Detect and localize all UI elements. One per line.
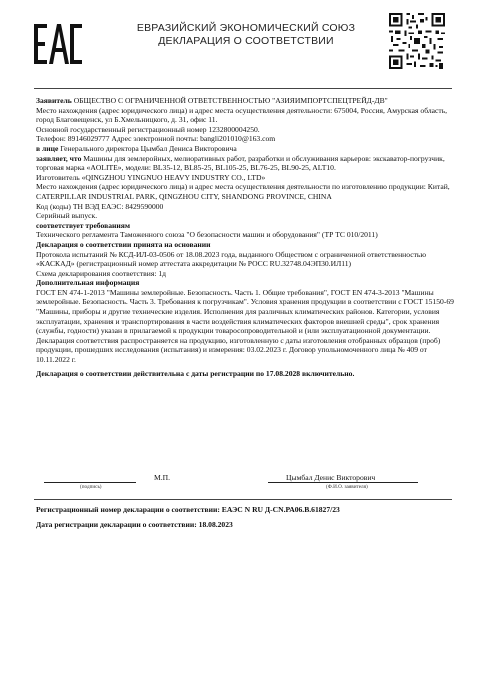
signature-line (44, 482, 136, 483)
compliance-label: соответствует требованиям (36, 220, 131, 230)
applicant-contacts: Телефон: 89146029777 Адрес электронной почты: bangli201010@163.com (36, 134, 276, 144)
signature-caption: (подпись) (80, 484, 102, 490)
qr-code-icon (389, 13, 445, 69)
person-name: Генерального директора Цымбал Дениса Викторовича (60, 143, 237, 153)
manufacturer: Изготовитель «QINGZHOU YINGNUO HEAVY INDUSTRY CO., LTD» (36, 172, 266, 182)
applicant-ogrn: Основной государственный регистрационный номер 1232800004250. (36, 124, 260, 134)
document-header (96, 22, 396, 48)
hs-code: Код (коды) ТН ВЭД ЕАЭС: 8429590000 (36, 201, 164, 211)
signer-name: Цымбал Денис Викторович (286, 473, 376, 482)
header-union: ЕВРАЗИЙСКИЙ ЭКОНОМИЧЕСКИЙ СОЮЗ (136, 22, 356, 34)
declares-label: заявляет, что (36, 153, 82, 163)
registration-number: Регистрационный номер декларации о соответствии: ЕАЭС N RU Д-CN.РА06.В.61827/23 (36, 505, 340, 514)
product-block (36, 154, 456, 173)
basis-text: Протокола испытаний № КСД-ИЛ-03-0506 от 18.08.2023 года, выданного Обществом с ограниченной ответственностью «КАСКАД» (регистрационный номер аттестата аккредитации № РОСС RU.32748.04ЭП30.ИЛ11) (36, 249, 427, 269)
serial-production: Серийный выпуск. (36, 211, 98, 221)
registration-date: Дата регистрации декларации о соответствии: 18.08.2023 (36, 519, 233, 529)
manufacturer-address: Место нахождения (адрес юридического лица) и адрес места осуществления деятельности по изготовлению продукции: Китай, CATERPILLAR INDUSTRIAL PARK, QINGZHOU CITY, SHANDONG PROVINCE, CHINA (36, 182, 450, 201)
additional-label: Дополнительная информация (36, 278, 140, 288)
additional-text: ГОСТ EN 474-1-2013 "Машины землеройные. Безопасность. Часть 1. Общие требования", ГОСТ EN 474-3-2013 "Машины землеройные. Безопасность. Часть 3. Требования к погрузчикам". Условия хранения продукции в соответствии с ГОСТ 15150-69 "Машины, приборы и другие технические изделия. Исполнения для различных климатических районов. Категории, условия эксплуатации, хранения и транспортирования в части воздействия климатических факторов внешней среды", срок хранения (службы, годности) указан в прилагаемой к продукции товаросопроводительной и (или эксплуатационной документации. Декларация соответствия распространяется на продукцию, изготовленную с даты изготовления отобранных образцов (проб) продукции, прошедших исследования (испытания) и измерения: 03.02.2023 г. Договор упольномоченного лица № 409 от 10.11.2022 г. (36, 287, 454, 365)
registration-block (36, 505, 456, 529)
product-description: Машины для землеройных, мелиоративных работ, разработки и обслуживания карьеров: экскаватор-погрузчик, торговая марка «AOLITE», модели: BL35-12, BL85-25, BL105-25, BL76-25, BL90-25, ALT10. (36, 153, 445, 173)
applicant-block (36, 96, 456, 106)
signer-caption: (Ф.И.О. заявителя) (326, 484, 368, 490)
applicant-address: Место нахождения (адрес юридического лица) и адрес места осуществления деятельности: 675004, Россия, Амурская область, город Благовещенск, ул Б.Хмельницкого, д. 31, офис 11. (36, 105, 448, 125)
signature-row (36, 470, 456, 496)
basis-label: Декларация о соответствии принята на основании (36, 239, 211, 249)
declaration-body (36, 96, 456, 378)
eac-logo-icon (34, 24, 82, 64)
header-divider (34, 88, 452, 89)
validity-text: Декларация о соответствии действительна с даты регистрации по 17.08.2028 включительно. (36, 368, 355, 378)
header-doc-type: ДЕКЛАРАЦИЯ О СООТВЕТСТВИИ (158, 35, 334, 47)
person-label: в лице (36, 143, 59, 153)
applicant-label: Заявитель (36, 96, 72, 105)
applicant-name: ОБЩЕСТВО С ОГРАНИЧЕННОЙ ОТВЕТСТВЕННОСТЬЮ "АЗИЯИМПОРТСПЕЦТРЕЙД-ДВ" (73, 96, 388, 105)
compliance-text: Технического регламента Таможенного союза "О безопасности машин и оборудования" (ТР ТС 010/2011) (36, 230, 378, 240)
basis-scheme: Схема декларирования соответствия: 1д (36, 268, 166, 278)
applicant-person (36, 144, 456, 154)
registration-divider (34, 499, 452, 500)
stamp-place: М.П. (154, 473, 171, 482)
signer-line (268, 482, 418, 483)
